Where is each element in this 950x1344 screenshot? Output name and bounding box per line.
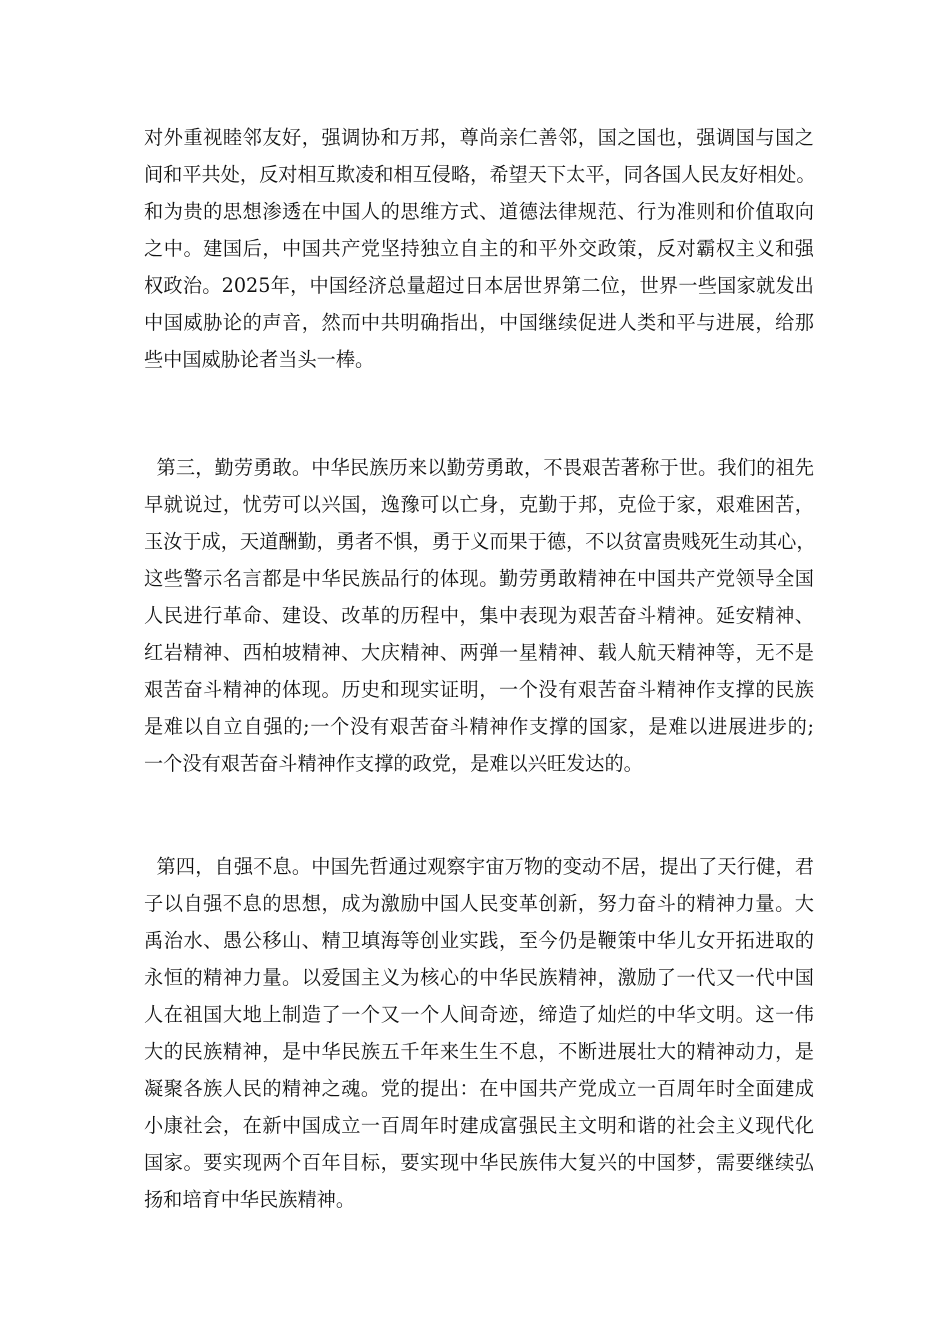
text-line: 早就说过，忧劳可以兴国，逸豫可以亡身，克勤于邦，克俭于家，艰难困苦， <box>144 493 814 516</box>
text-line: 间和平共处，反对相互欺凌和相互侵略，希望天下太平，同各国人民友好相处。 <box>144 163 816 186</box>
text-line: 大的民族精神，是中华民族五千年来生生不息，不断进展壮大的精神动力，是 <box>144 1040 814 1063</box>
text-line: 玉汝于成，天道酬勤，勇者不惧，勇于义而果于德，不以贫富贵贱死生动其心， <box>144 530 816 553</box>
paragraph-diligence <box>144 449 814 782</box>
text-line: 第四，自强不息。中国先哲通过观察宇宙万物的变动不居，提出了天行健，君 <box>144 855 814 878</box>
text-line: 权政治。2025年，中国经济总量超过日本居世界第二位，世界一些国家就发出 <box>144 274 814 297</box>
text-line: 一个没有艰苦奋斗精神作支撑的政党，是难以兴旺发达的。 <box>144 752 643 775</box>
text-line: 些中国威胁论者当头一棒。 <box>144 348 375 371</box>
text-line: 和为贵的思想渗透在中国人的思维方式、道德法律规范、行为准则和价值取向 <box>144 200 814 223</box>
text-line: 之中。建国后，中国共产党坚持独立自主的和平外交政策，反对霸权主义和强 <box>144 237 814 260</box>
text-line: 是难以自立自强的;一个没有艰苦奋斗精神作支撑的国家，是难以进展进步的; <box>144 715 814 738</box>
text-line: 人在祖国大地上制造了一个又一个人间奇迹，缔造了灿烂的中华文明。这一伟 <box>144 1003 814 1026</box>
text-line: 禹治水、愚公移山、精卫填海等创业实践，至今仍是鞭策中华儿女开拓进取的 <box>144 929 814 952</box>
text-line: 第三，勤劳勇敢。中华民族历来以勤劳勇敢，不畏艰苦著称于世。我们的祖先 <box>144 456 814 479</box>
text-line: 中国威胁论的声音，然而中共明确指出，中国继续促进人类和平与进展，给那 <box>144 311 814 334</box>
text-line: 艰苦奋斗精神的体现。历史和现实证明，一个没有艰苦奋斗精神作支撑的民族 <box>144 678 814 701</box>
paragraph-peace <box>144 119 814 378</box>
text-line: 子以自强不息的思想，成为激励中国人民变革创新，努力奋斗的精神力量。大 <box>144 892 814 915</box>
text-line: 红岩精神、西柏坡精神、大庆精神、两弹一星精神、载人航天精神等，无不是 <box>144 641 814 664</box>
text-line: 扬和培育中华民族精神。 <box>144 1188 356 1211</box>
text-line: 这些警示名言都是中华民族品行的体现。勤劳勇敢精神在中国共产党领导全国 <box>144 567 814 590</box>
text-line: 永恒的精神力量。以爱国主义为核心的中华民族精神，激励了一代又一代中国 <box>144 966 814 989</box>
text-line: 凝聚各族人民的精神之魂。党的提出：在中国共产党成立一百周年时全面建成 <box>144 1077 814 1100</box>
text-line: 对外重视睦邻友好，强调协和万邦，尊尚亲仁善邻，国之国也，强调国与国之 <box>144 126 814 149</box>
paragraph-self-improvement <box>144 848 814 1218</box>
text-line: 小康社会，在新中国成立一百周年时建成富强民主文明和谐的社会主义现代化 <box>144 1114 814 1137</box>
text-line: 国家。要实现两个百年目标，要实现中华民族伟大复兴的中国梦，需要继续弘 <box>144 1151 814 1174</box>
text-line: 人民进行革命、建设、改革的历程中，集中表现为艰苦奋斗精神。延安精神、 <box>144 604 814 627</box>
